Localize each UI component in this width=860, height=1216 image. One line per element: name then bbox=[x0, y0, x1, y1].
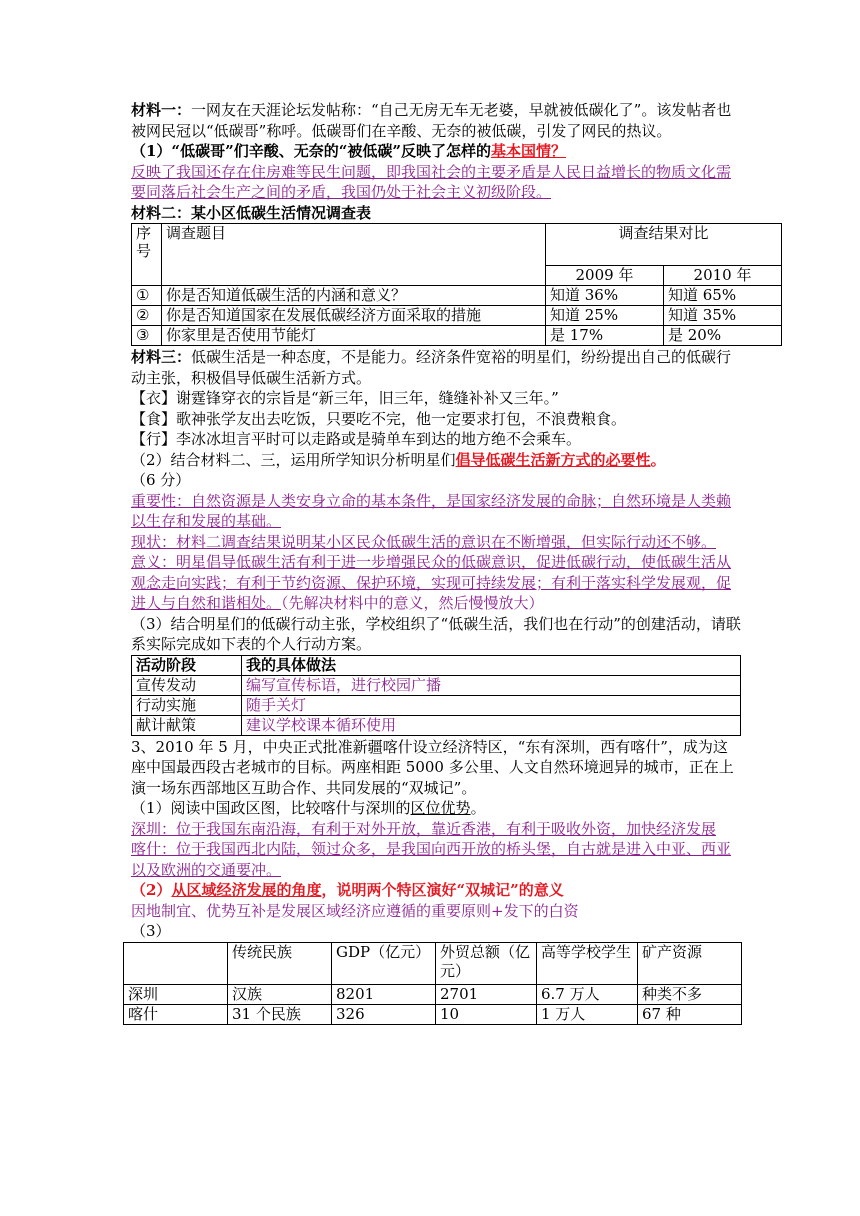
survey-cell: 知道 36% bbox=[546, 286, 664, 306]
document-page bbox=[128, 100, 752, 1025]
table-row bbox=[132, 695, 741, 715]
cities-header: 传统民族 bbox=[228, 942, 332, 984]
cities-header: 高等学校学生 bbox=[537, 942, 638, 984]
survey-cell: 你是否知道低碳生活的内涵和意义？ bbox=[162, 286, 546, 306]
plan-header-stage: 活动阶段 bbox=[132, 655, 242, 675]
table-row bbox=[132, 326, 782, 346]
section-3-text: 3、2010 年 5 月，中央正式批准新疆喀什设立经济特区，“东有深圳，西有喀什”，成为这座中国最西段古老城市的目标。两座相距 5000 多公里、人文自然环境迥异的城市，正在上演一场东西部地区互助合作、共同发展的“双城记”。 bbox=[131, 737, 734, 797]
survey-cell: 知道 25% bbox=[546, 306, 664, 326]
material-3-travel: 【行】李冰冰坦言平时可以走路或是骑单车到达的地方绝不会乘车。 bbox=[131, 430, 582, 448]
answer-2-note: （先解决材料中的意义，然后慢慢放大） bbox=[281, 594, 544, 612]
cities-header: 矿产资源 bbox=[638, 942, 742, 984]
survey-header-topic: 调查题目 bbox=[162, 224, 546, 286]
survey-cell: ② bbox=[132, 306, 162, 326]
table-row bbox=[124, 984, 742, 1004]
question-3: （3）结合明星们的低碳行动主张，学校组织了“低碳生活，我们也在行动”的创建活动，请联系实际完成如下表的个人行动方案。 bbox=[131, 614, 741, 653]
section-3-question-1-keyword: 区位优势 bbox=[410, 799, 471, 817]
question-2-text: （2）结合材料二、三，运用所学知识分析明星们 bbox=[131, 450, 456, 469]
material-2-title: 材料二：某小区低碳生活情况调查表 bbox=[131, 203, 372, 222]
survey-cell: 是 17% bbox=[546, 326, 664, 346]
cities-cell: 67 种 bbox=[638, 1004, 742, 1024]
section-3-question-1-end: 。 bbox=[470, 799, 486, 817]
cities-table bbox=[123, 942, 742, 1025]
table-row bbox=[132, 715, 741, 735]
survey-cell: 是 20% bbox=[664, 326, 782, 346]
cities-cell: 326 bbox=[332, 1004, 436, 1024]
survey-header-2009: 2009 年 bbox=[546, 266, 664, 286]
section-3-question-2-text: ，说明两个特区演好“双城记”的意义 bbox=[321, 881, 564, 899]
cities-header: GDP（亿元） bbox=[332, 942, 436, 984]
plan-cell: 编写宣传标语，进行校园广播 bbox=[242, 675, 741, 695]
cities-cell: 8201 bbox=[332, 984, 436, 1004]
plan-cell: 献计献策 bbox=[132, 715, 242, 735]
cities-cell: 汉族 bbox=[228, 984, 332, 1004]
cities-cell: 31 个民族 bbox=[228, 1004, 332, 1024]
section-3-question-2-number: （2） bbox=[131, 881, 172, 899]
cities-cell: 深圳 bbox=[124, 984, 228, 1004]
table-row bbox=[132, 675, 741, 695]
survey-cell: ① bbox=[132, 286, 162, 306]
survey-header-result: 调查结果对比 bbox=[546, 224, 782, 266]
survey-cell: 知道 65% bbox=[664, 286, 782, 306]
cities-cell: 1 万人 bbox=[537, 1004, 638, 1024]
section-3-question-2-keyword: 从区域经济发展的角度 bbox=[171, 881, 322, 899]
material-3-label: 材料三： bbox=[131, 348, 192, 366]
answer-2-status: 现状：材料二调查结果说明某小区民众低碳生活的意识在不断增强，但实际行动还不够。 bbox=[131, 532, 717, 551]
cities-cell: 2701 bbox=[436, 984, 537, 1004]
cities-cell: 种类不多 bbox=[638, 984, 742, 1004]
survey-cell: 你是否知道国家在发展低碳经济方面采取的措施 bbox=[162, 306, 546, 326]
table-row bbox=[124, 1004, 742, 1024]
table-row bbox=[132, 286, 782, 306]
plan-cell: 行动实施 bbox=[132, 695, 242, 715]
plan-header-method: 我的具体做法 bbox=[242, 655, 741, 675]
section-3-question-1-text: （1）阅读中国政区图，比较喀什与深圳的 bbox=[131, 799, 411, 817]
cities-header bbox=[124, 942, 228, 984]
question-1 bbox=[131, 141, 741, 162]
section-3-question-2 bbox=[131, 880, 741, 901]
plan-cell: 宣传发动 bbox=[132, 675, 242, 695]
material-3-clothing: 【衣】谢霆锋穿衣的宗旨是“新三年，旧三年，缝缝补补又三年。” bbox=[131, 389, 559, 407]
section-3-answer-2: 因地制宜、优势互补是发展区域经济应遵循的重要原则+发下的白资 bbox=[131, 901, 579, 920]
survey-cell: 知道 35% bbox=[664, 306, 782, 326]
material-1 bbox=[131, 100, 741, 141]
survey-cell: 你家里是否使用节能灯 bbox=[162, 326, 546, 346]
plan-cell: 随手关灯 bbox=[242, 695, 741, 715]
cities-header: 外贸总额（亿元） bbox=[436, 942, 537, 984]
material-1-label: 材料一： bbox=[131, 101, 192, 119]
section-3-question-3: （3） bbox=[131, 922, 171, 940]
material-3-text: 低碳生活是一种态度，不是能力。经济条件宽裕的明星们，纷纷提出自己的低碳行动主张，积极倡导低碳生活新方式。 bbox=[131, 348, 732, 387]
material-1-text: 一网友在天涯论坛发帖称：“自己无房无车无老婆，早就被低碳化了”。该发帖者也被网民冠以“低碳哥”称呼。低碳哥们在辛酸、无奈的被低碳，引发了网民的热议。 bbox=[131, 101, 732, 140]
cities-cell: 6.7 万人 bbox=[537, 984, 638, 1004]
answer-2-meaning-text: 意义：明星倡导低碳生活有利于进一步增强民众的低碳意识，促进低碳行动，使低碳生活从观念走向实践；有利于节约资源、保护环境，实现可持续发展；有利于落实科学发展观，促进人与自然和谐相处。 bbox=[131, 553, 732, 612]
table-row bbox=[132, 306, 782, 326]
cities-cell: 喀什 bbox=[124, 1004, 228, 1024]
answer-2-meaning bbox=[131, 552, 741, 614]
material-3 bbox=[131, 347, 741, 388]
plan-cell: 建议学校课本循环使用 bbox=[242, 715, 741, 735]
survey-header-no: 序号 bbox=[132, 224, 162, 286]
question-1-text: （1）“低碳哥”们辛酸、无奈的“被低碳”反映了怎样的 bbox=[131, 142, 491, 160]
answer-shenzhen: 深圳：位于我国东南沿海，有利于对外开放，靠近香港，有利于吸收外资，加快经济发展 bbox=[131, 819, 717, 838]
answer-kashgar: 喀什：位于我国西北内陆，领过众多，是我国向西开放的桥头堡，自古就是进入中亚、西亚以及欧洲的交通要冲。 bbox=[131, 840, 732, 879]
answer-2-importance: 重要性：自然资源是人类安身立命的基本条件，是国家经济发展的命脉；自然环境是人类赖以生存和发展的基础。 bbox=[131, 491, 732, 530]
question-2 bbox=[131, 450, 741, 471]
question-2-end: 。 bbox=[650, 450, 666, 469]
survey-table bbox=[131, 223, 782, 346]
question-1-keyword: 基本国情？ bbox=[490, 142, 566, 160]
question-2-score: （6 分） bbox=[131, 471, 191, 489]
survey-header-2010: 2010 年 bbox=[664, 266, 782, 286]
action-plan-table bbox=[131, 655, 741, 736]
cities-cell: 10 bbox=[436, 1004, 537, 1024]
survey-cell: ③ bbox=[132, 326, 162, 346]
answer-1: 反映了我国还存在住房难等民生问题，即我国社会的主要矛盾是人民日益增长的物质文化需要同落后社会生产之间的矛盾，我国仍处于社会主义初级阶段。 bbox=[131, 162, 732, 201]
material-3-food: 【食】歌神张学友出去吃饭，只要吃不完，他一定要求打包，不浪费粮食。 bbox=[131, 409, 627, 428]
question-2-keyword: 倡导低碳生活新方式的必要性 bbox=[455, 450, 651, 469]
section-3-question-1 bbox=[131, 798, 741, 819]
